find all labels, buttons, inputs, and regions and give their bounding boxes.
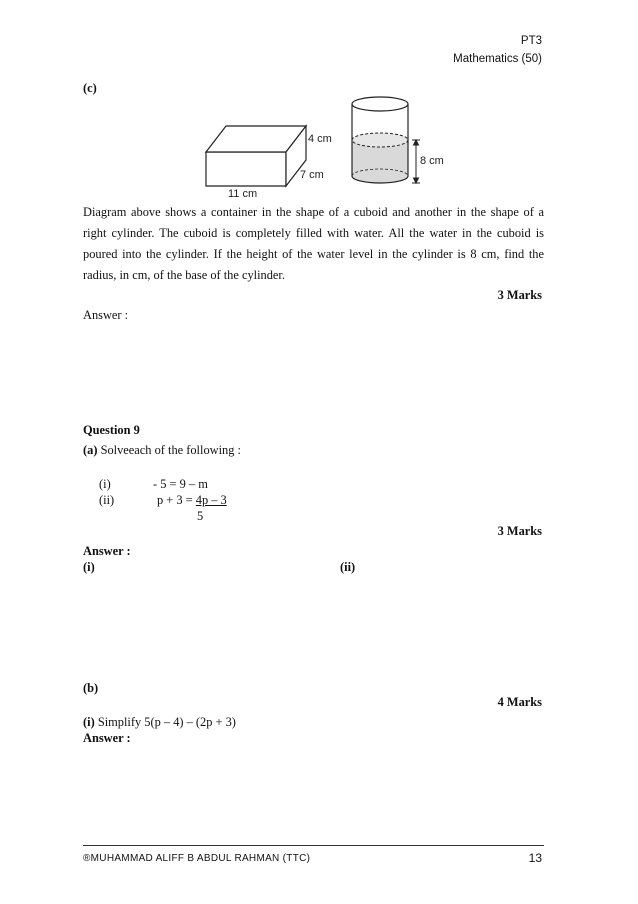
part-a-instruction-text: Solveeach of the following : <box>100 443 241 457</box>
part-c-answer-label: Answer : <box>83 308 129 322</box>
item-ii-equation <box>157 490 227 510</box>
footer-divider <box>83 845 544 846</box>
part-b-marks: 4 Marks <box>497 695 542 709</box>
cuboid-height-label: 4 cm <box>308 133 332 145</box>
item-ii-number: (ii) <box>99 493 115 507</box>
item-ii-left-side: p + 3 = <box>157 493 196 507</box>
answer-column-ii: (ii) <box>340 560 356 574</box>
header-subject-title: Mathematics (50) <box>453 53 542 65</box>
cuboid-shape <box>206 126 306 186</box>
water-height-arrow <box>412 140 420 183</box>
part-b-item-text: Simplify 5(p – 4) – (2p + 3) <box>97 715 236 729</box>
item-i-equation: - 5 = 9 – m <box>153 477 208 491</box>
part-a-answer-label: Answer : <box>83 544 131 558</box>
cylinder-height-label: 8 cm <box>420 155 444 167</box>
part-c-problem-text: Diagram above shows a container in the shape of a cuboid and another in the shape of a right cylinder. The cuboid is completely filled with water. All the water in the cuboid is poured into the cylinder. If the height of the water level in the cylinder is 8 cm, find the radius, in cm, of the base of the cylinder. <box>83 205 544 282</box>
header-subject-code: PT3 <box>520 35 542 47</box>
part-b-item-number: (i) <box>83 715 95 729</box>
item-i-number: (i) <box>99 477 111 491</box>
item-ii-denominator: 5 <box>197 509 204 523</box>
question-9-title: Question 9 <box>83 423 140 437</box>
item-ii-numerator: 4p – 3 <box>195 493 227 507</box>
cuboid-cylinder-diagram <box>190 88 450 200</box>
part-a-marks: 3 Marks <box>497 524 542 538</box>
question-9a-instruction <box>83 440 241 460</box>
part-b-label: (b) <box>83 681 99 695</box>
part-b-answer-label: Answer : <box>83 731 131 745</box>
page-number: 13 <box>528 851 542 865</box>
answer-column-i: (i) <box>83 560 95 574</box>
footer-author: ®MUHAMMAD ALIFF B ABDUL RAHMAN (TTC) <box>83 853 311 864</box>
part-a-label: (a) <box>83 443 98 457</box>
cuboid-depth-label: 7 cm <box>300 169 324 181</box>
cuboid-length-label: 11 cm <box>228 188 258 200</box>
cylinder-shape <box>352 97 408 183</box>
part-c-marks: 3 Marks <box>497 288 542 302</box>
part-c-label: (c) <box>83 81 97 95</box>
